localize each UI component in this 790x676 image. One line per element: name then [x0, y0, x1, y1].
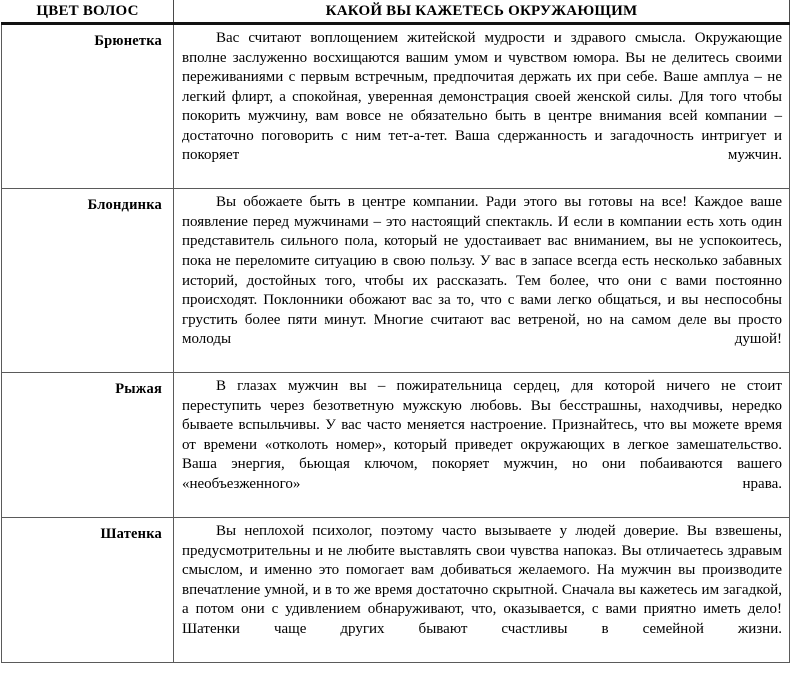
row-label-redhead: Рыжая: [2, 373, 174, 518]
row-description-redhead: [174, 373, 790, 518]
table-row: [2, 24, 790, 189]
row-description-brown-haired: [174, 518, 790, 663]
row-label-brunette: Брюнетка: [2, 24, 174, 189]
description-text: В глазах мужчин вы – пожирательница сердец, для которой ничего не стоит переступить через безответную мужскую любовь. Вы бесстрашны, находчивы, нередко бываете вспыльчивы. У вас часто меняется настроение. Признайтесь, что вы можете время от времени «отколоть номер», который приведет окружающих в легкое замешательство. Ваша энергия, бьющая ключом, покоряет мужчин, но они побаиваются вашего «необъезженного» нрава.: [182, 378, 782, 493]
description-text: Вы неплохой психолог, поэтому часто вызываете у людей доверие. Вы взвешены, предусмотрительны и не любите выставлять свои чувства напоказ. Вы отличаетесь здравым смыслом, и именно это помогает вам добиваться желаемого. На мужчин вы производите впечатление умной, и в то же время достаточно скрытной. Сначала вы кажетесь им загадкой, а потом они с удивлением обнаруживают, что, оказывается, с вами приятно иметь дело! Шатенки чаще других бывают счастливы в семейной жизни.: [182, 523, 782, 637]
row-label-brown-haired: Шатенка: [2, 518, 174, 663]
table-header-row: [2, 1, 790, 24]
table-header: [2, 1, 790, 24]
header-how-you-appear: КАКОЙ ВЫ КАЖЕТЕСЬ ОКРУЖАЮЩИМ: [174, 1, 790, 24]
row-label-blonde: Блондинка: [2, 189, 174, 373]
description-text: Вы обожаете быть в центре компании. Ради этого вы готовы на все! Каждое ваше появление перед мужчинами – это настоящий спектакль. И если в компании есть хоть один представитель сильного пола, который не удостаивает вас вниманием, вы не успокоитесь, пока не переломите ситуацию в свою пользу. У вас в запасе всегда есть несколько забавных историй, достойных того, чтобы их рассказать. Тем более, что они с вами постоянно происходят. Поклонники обожают вас за то, что с вами легко общаться, и вы неспособны грустить более пяти минут. Многие считают вас ветреной, но на самом деле вы просто молоды душой!: [182, 194, 782, 348]
header-hair-color: ЦВЕТ ВОЛОС: [2, 1, 174, 24]
row-description-blonde: [174, 189, 790, 373]
table-row: [2, 189, 790, 373]
table-row: [2, 373, 790, 518]
table-row: [2, 518, 790, 663]
description-text: Вас считают воплощением житейской мудрости и здравого смысла. Окружающие вполне заслуженно восхищаются вашим умом и чувством юмора. Вы не делитесь своими переживаниями с первым встречным, предпочитая держать их при себе. Ваше амплуа – не легкий флирт, а спокойная, уверенная демонстрация своей женской силы. Для того чтобы покорить мужчину, вам вовсе не обязательно быть в центре внимания всей компании – достаточно поговорить с ним тет-а-тет. Ваша сдержанность и загадочность интригует и покоряет мужчин.: [182, 30, 782, 164]
row-description-brunette: [174, 24, 790, 189]
table-body: [2, 24, 790, 663]
hair-color-personality-table: [1, 0, 790, 663]
